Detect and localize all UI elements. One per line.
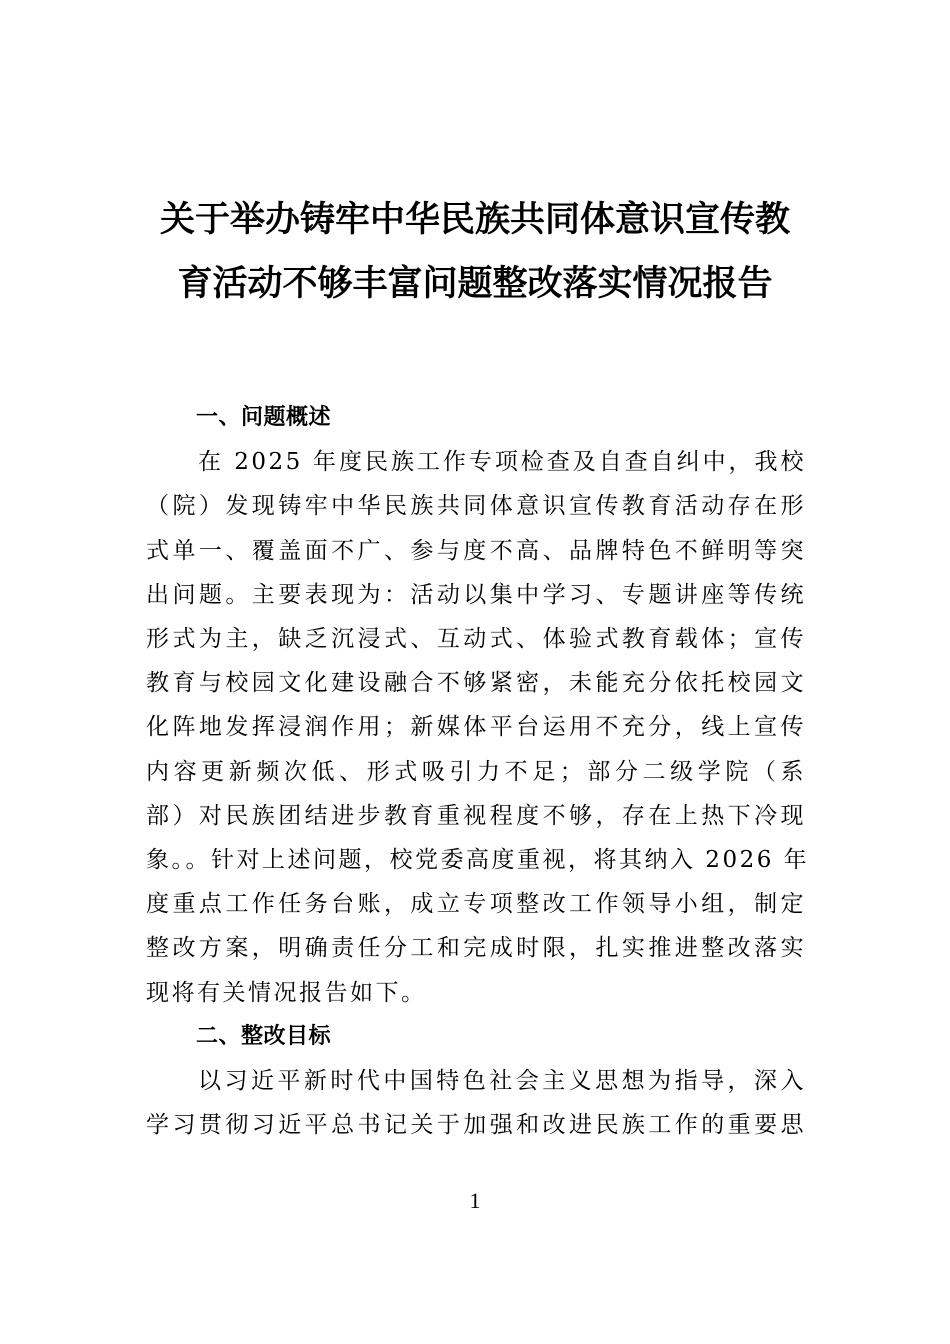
paragraph-rectification-goals [146, 1059, 806, 1147]
paragraph-line: 度重点工作任务台账，成立专项整改工作领导小组，制定 [146, 891, 806, 918]
title-line-1: 关于举办铸牢中华民族共同体意识宣传教 [159, 200, 790, 240]
paragraph-line: 现将有关情况报告如下。 [146, 979, 427, 1006]
page-number: 1 [469, 1188, 481, 1213]
paragraph-line: 教育与校园文化建设融合不够紧密，未能充分依托校园文 [146, 670, 806, 697]
section-heading-problem-overview: 一、问题概述 [196, 405, 332, 430]
paragraph-line: 式单一、覆盖面不广、参与度不高、品牌特色不鲜明等突 [146, 537, 806, 564]
paragraph-line: （院）发现铸牢中华民族共同体意识宣传教育活动存在形 [146, 493, 806, 520]
paragraph-line: 以习近平新时代中国特色社会主义思想为指导，深入 [198, 1068, 806, 1095]
paragraph-line: 学习贯彻习近平总书记关于加强和改进民族工作的重要思 [146, 1112, 806, 1139]
paragraph-line: 化阵地发挥浸润作用；新媒体平台运用不充分，线上宣传 [146, 714, 806, 741]
paragraph-line: 象。。针对上述问题，校党委高度重视，将其纳入 2026 年 [146, 847, 810, 874]
document-body [146, 396, 810, 1147]
paragraph-line: 在 2025 年度民族工作专项检查及自查自纠中，我校 [198, 449, 806, 476]
section-heading-rectification-goals: 二、整改目标 [196, 1023, 332, 1049]
document-title [120, 188, 830, 316]
paragraph-line: 形式为主，缺乏沉浸式、互动式、体验式教育载体；宣传 [146, 626, 806, 653]
paragraph-line: 整改方案，明确责任分工和完成时限，扎实推进整改落实 [146, 935, 806, 962]
title-line-2: 育活动不够丰富问题整改落实情况报告 [177, 264, 773, 304]
paragraph-line: 内容更新频次低、形式吸引力不足；部分二级学院（系 [146, 758, 806, 785]
paragraph-line: 出问题。主要表现为：活动以集中学习、专题讲座等传统 [146, 581, 806, 608]
paragraph-problem-overview [146, 440, 810, 1015]
paragraph-line: 部）对民族团结进步教育重视程度不够，存在上热下冷现 [146, 802, 806, 829]
